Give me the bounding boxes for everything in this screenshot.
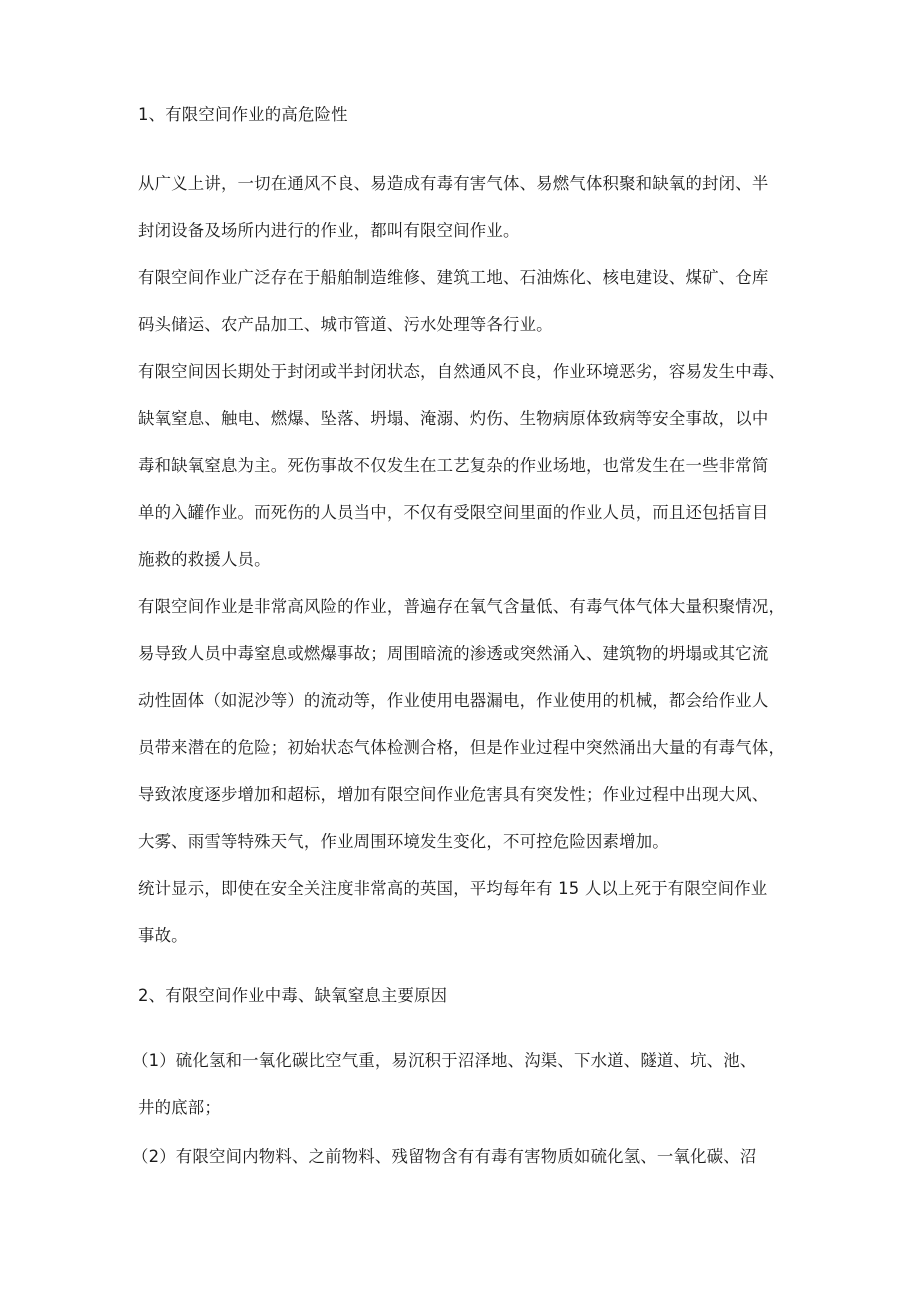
paragraph-5-line-2: 事故。 (138, 926, 188, 945)
paragraph-2-line-1: 有限空间作业广泛存在于船舶制造维修、建筑工地、石油炼化、核电建设、煤矿、仓库 (138, 268, 769, 287)
list-item-1-line-1: （1）硫化氢和一氧化碳比空气重，易沉积于沼泽地、沟渠、下水道、隧道、坑、池、 (132, 1051, 757, 1070)
paragraph-4-line-1: 有限空间作业是非常高风险的作业，普遍存在氧气含量低、有毒气体气体大量积聚情况， (138, 597, 786, 616)
paragraph-3-line-5: 施救的救援人员。 (138, 550, 271, 569)
paragraph-1-line-1: 从广义上讲，一切在通风不良、易造成有毒有害气体、易燃气体积聚和缺氧的封闭、半 (138, 174, 769, 193)
paragraph-3-line-4: 单的入罐作业。而死伤的人员当中，不仅有受限空间里面的作业人员，而且还包括盲目 (138, 503, 769, 522)
paragraph-4-line-2: 易导致人员中毒窒息或燃爆事故；周围暗流的渗透或突然涌入、建筑物的坍塌或其它流 (138, 644, 769, 663)
paragraph-4-line-6: 大雾、雨雪等特殊天气，作业周围环境发生变化，不可控危险因素增加。 (138, 832, 669, 851)
list-item-2-line-1: （2）有限空间内物料、之前物料、残留物含有有毒有害物质如硫化氢、一氧化碳、沼 (132, 1147, 757, 1166)
paragraph-3-line-2: 缺氧窒息、触电、燃爆、坠落、坍塌、淹溺、灼伤、生物病原体致病等安全事故，以中 (138, 409, 769, 428)
paragraph-4-line-3: 动性固体（如泥沙等）的流动等，作业使用电器漏电，作业使用的机械，都会给作业人 (138, 691, 769, 710)
paragraph-3-line-3: 毒和缺氧窒息为主。死伤事故不仅发生在工艺复杂的作业场地，也常发生在一些非常简 (138, 456, 769, 475)
paragraph-4-line-5: 导致浓度逐步增加和超标，增加有限空间作业危害具有突发性；作业过程中出现大风、 (138, 785, 769, 804)
paragraph-5-line-1: 统计显示，即使在安全关注度非常高的英国，平均每年有 15 人以上死于有限空间作业 (138, 879, 768, 898)
paragraph-2-line-2: 码头储运、农产品加工、城市管道、污水处理等各行业。 (138, 315, 553, 334)
section-heading-2: 2、有限空间作业中毒、缺氧窒息主要原因 (138, 986, 448, 1005)
section-heading-1: 1、有限空间作业的高危险性 (138, 105, 348, 124)
paragraph-4-line-4: 员带来潜在的危险；初始状态气体检测合格，但是作业过程中突然涌出大量的有毒气体， (138, 738, 786, 757)
paragraph-1-line-2: 封闭设备及场所内进行的作业，都叫有限空间作业。 (138, 221, 520, 240)
paragraph-3-line-1: 有限空间因长期处于封闭或半封闭状态，自然通风不良，作业环境恶劣，容易发生中毒、 (138, 362, 786, 381)
list-item-1-line-2: 井的底部； (138, 1098, 221, 1117)
